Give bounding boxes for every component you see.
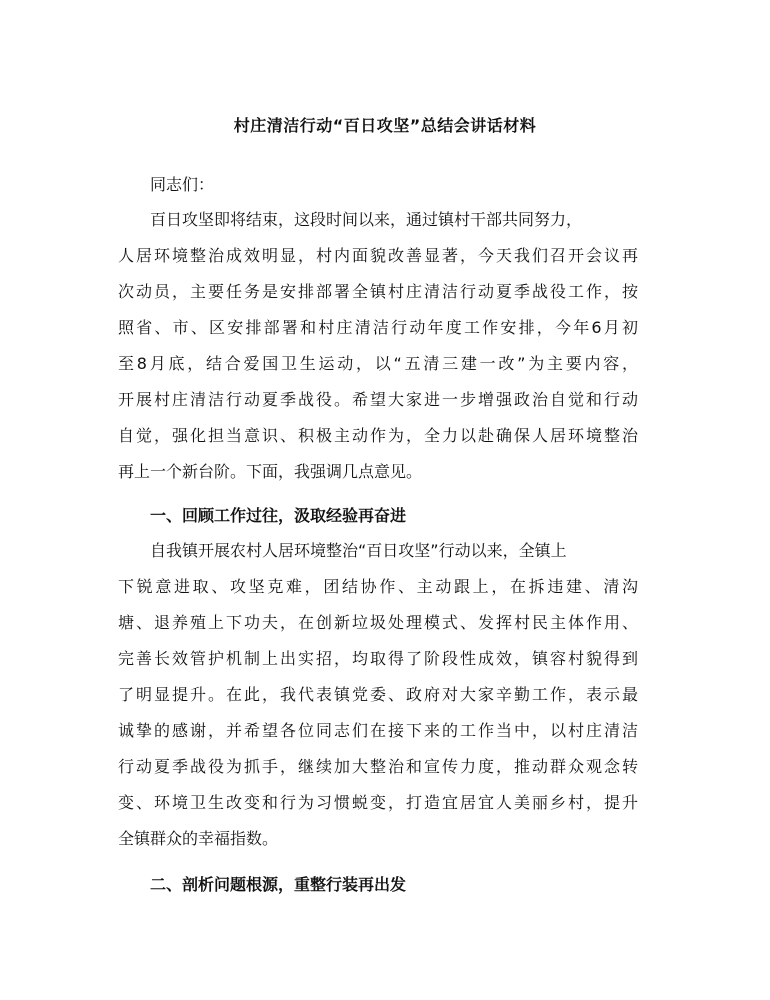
paragraph-line: 次动员，主要任务是安排部署全镇村庄清洁行动夏季战役工作，按 [118, 282, 638, 301]
paragraph-line: 下锐意进取、攻坚克难，团结协作、主动跟上，在拆违建、清沟 [118, 577, 638, 596]
paragraph-line: 诚挚的感谢，并希望各位同志们在接下来的工作当中，以村庄清洁 [118, 721, 638, 740]
paragraph-line: 人居环境整治成效明显，村内面貌改善显著，今天我们召开会议再 [118, 246, 638, 265]
section-heading: 二、剖析问题根源，重整行装再出发 [150, 875, 407, 894]
paragraph-line: 行动夏季战役为抓手，继续加大整治和宣传力度，推动群众观念转 [118, 757, 638, 776]
paragraph-line: 再上一个新台阶。下面，我强调几点意见。 [118, 462, 423, 481]
paragraph-line: 至8月底，结合爱国卫生运动，以“五清三建一改”为主要内容， [118, 354, 638, 373]
salutation: 同志们： [150, 175, 215, 194]
paragraph-line: 塘、退养殖上下功夫，在创新垃圾处理模式、发挥村民主体作用、 [118, 613, 638, 632]
paragraph-line: 变、环境卫生改变和行为习惯蜕变，打造宜居宜人美丽乡村，提升 [118, 793, 638, 812]
paragraph-line: 照省、市、区安排部署和村庄清洁行动年度工作安排，今年6月初 [118, 318, 638, 337]
paragraph-line: 自我镇开展农村人居环境整治“百日攻坚”行动以来，全镇上 [150, 541, 567, 560]
paragraph-line: 百日攻坚即将结束，这段时间以来，通过镇村干部共同努力， [150, 210, 583, 229]
paragraph-line: 自觉，强化担当意识、积极主动作为，全力以赴确保人居环境整治 [118, 426, 638, 445]
document-title: 村庄清洁行动“百日攻坚”总结会讲话材料 [233, 116, 537, 135]
paragraph-line: 全镇群众的幸福指数。 [118, 829, 279, 848]
paragraph-line: 了明显提升。在此，我代表镇党委、政府对大家辛勤工作，表示最 [118, 685, 638, 704]
paragraph-line: 开展村庄清洁行动夏季战役。希望大家进一步增强政治自觉和行动 [118, 390, 638, 409]
paragraph-line: 完善长效管护机制上出实招，均取得了阶段性成效，镇容村貌得到 [118, 649, 638, 668]
section-heading: 一、回顾工作过往，汲取经验再奋进 [150, 506, 407, 525]
